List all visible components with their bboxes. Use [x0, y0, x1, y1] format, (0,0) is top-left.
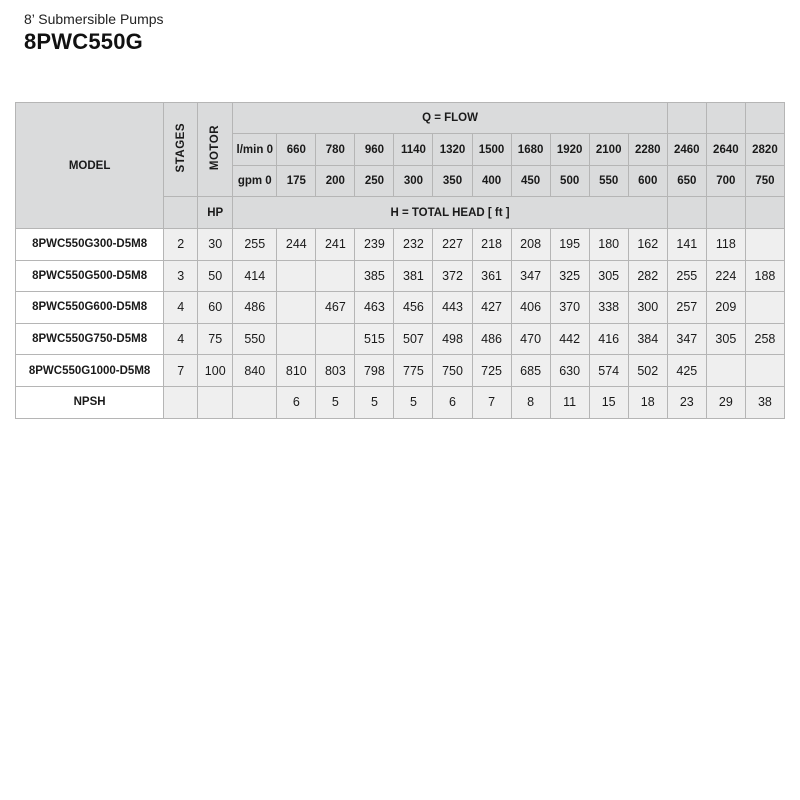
table-row [16, 355, 785, 387]
table-body [16, 229, 785, 419]
head-value-cell: 725 [472, 355, 511, 387]
stages-cell: 7 [164, 355, 198, 387]
gpm-label: gpm 0 [233, 166, 277, 197]
lmin-cell: 2100 [589, 134, 628, 166]
head-value-cell: 775 [394, 355, 433, 387]
gpm-cell: 650 [667, 166, 706, 197]
head-value-cell: 486 [472, 323, 511, 355]
head-value-cell: 502 [628, 355, 667, 387]
hp-cell: 75 [198, 323, 233, 355]
lmin-cell: 1500 [472, 134, 511, 166]
motor-header [198, 103, 233, 197]
head-value-cell: 208 [511, 229, 550, 261]
hp-cell: 100 [198, 355, 233, 387]
model-cell: 8PWC550G1000-D5M8 [16, 355, 164, 387]
stages-unit-cell [164, 197, 198, 229]
lmin-cell: 960 [355, 134, 394, 166]
gpm-cell: 300 [394, 166, 433, 197]
head-value-cell: 467 [316, 292, 355, 324]
gpm-cell: 350 [433, 166, 472, 197]
head-value-cell: 427 [472, 292, 511, 324]
head-value-cell: 338 [589, 292, 628, 324]
lmin-label: l/min 0 [233, 134, 277, 166]
model-cell: 8PWC550G300-D5M8 [16, 229, 164, 261]
motor-label: MOTOR [209, 125, 222, 171]
head-value-cell: 685 [511, 355, 550, 387]
head-value-cell: 574 [589, 355, 628, 387]
gpm-cell: 600 [628, 166, 667, 197]
flow-header-ext [667, 103, 706, 134]
head-value-cell: 18 [628, 386, 667, 418]
lmin-cell: 2280 [628, 134, 667, 166]
hp-header: HP [198, 197, 233, 229]
gpm-cell: 450 [511, 166, 550, 197]
lmin-cell: 1140 [394, 134, 433, 166]
head-value-cell: 486 [233, 292, 277, 324]
hp-cell: 50 [198, 260, 233, 292]
page-title: 8PWC550G [24, 29, 143, 54]
model-cell: 8PWC550G500-D5M8 [16, 260, 164, 292]
head-value-cell: 416 [589, 323, 628, 355]
head-value-cell: 244 [277, 229, 316, 261]
head-value-cell: 456 [394, 292, 433, 324]
head-value-cell: 258 [745, 323, 784, 355]
head-value-cell: 442 [550, 323, 589, 355]
head-value-cell: 241 [316, 229, 355, 261]
head-value-cell: 5 [316, 386, 355, 418]
head-value-cell: 195 [550, 229, 589, 261]
head-value-cell: 257 [667, 292, 706, 324]
stages-cell: 2 [164, 229, 198, 261]
head-value-cell: 550 [233, 323, 277, 355]
head-value-cell: 810 [277, 355, 316, 387]
head-value-cell: 463 [355, 292, 394, 324]
head-value-cell: 347 [511, 260, 550, 292]
head-value-cell: 224 [706, 260, 745, 292]
stages-cell: 4 [164, 292, 198, 324]
head-value-cell: 5 [394, 386, 433, 418]
head-value-cell: 470 [511, 323, 550, 355]
head-value-cell [277, 292, 316, 324]
gpm-cell: 550 [589, 166, 628, 197]
head-value-cell: 29 [706, 386, 745, 418]
flow-header-ext [706, 103, 745, 134]
head-value-cell: 239 [355, 229, 394, 261]
head-value-cell: 15 [589, 386, 628, 418]
head-header-ext [667, 197, 706, 229]
head-value-cell: 38 [745, 386, 784, 418]
gpm-cell: 750 [745, 166, 784, 197]
head-value-cell: 305 [589, 260, 628, 292]
head-value-cell: 8 [511, 386, 550, 418]
head-value-cell: 300 [628, 292, 667, 324]
lmin-cell: 2640 [706, 134, 745, 166]
model-cell: 8PWC550G750-D5M8 [16, 323, 164, 355]
head-value-cell [233, 386, 277, 418]
head-value-cell [745, 355, 784, 387]
table-row [16, 260, 785, 292]
lmin-cell: 1320 [433, 134, 472, 166]
stages-label: STAGES [174, 123, 187, 173]
head-value-cell [745, 292, 784, 324]
head-value-cell: 425 [667, 355, 706, 387]
head-value-cell: 630 [550, 355, 589, 387]
head-value-cell: 11 [550, 386, 589, 418]
table-row [16, 386, 785, 418]
gpm-cell: 175 [277, 166, 316, 197]
lmin-cell: 1680 [511, 134, 550, 166]
head-value-cell: 515 [355, 323, 394, 355]
head-value-cell: 209 [706, 292, 745, 324]
lmin-cell: 660 [277, 134, 316, 166]
head-value-cell: 507 [394, 323, 433, 355]
head-value-cell: 23 [667, 386, 706, 418]
head-value-cell: 6 [277, 386, 316, 418]
head-value-cell: 840 [233, 355, 277, 387]
head-value-cell: 372 [433, 260, 472, 292]
head-header-ext [706, 197, 745, 229]
head-value-cell: 498 [433, 323, 472, 355]
head-value-cell: 305 [706, 323, 745, 355]
head-value-cell: 255 [233, 229, 277, 261]
head-value-cell: 188 [745, 260, 784, 292]
head-value-cell: 384 [628, 323, 667, 355]
stages-header [164, 103, 198, 197]
hp-cell: 60 [198, 292, 233, 324]
head-value-cell: 227 [433, 229, 472, 261]
table-row [16, 292, 785, 324]
gpm-cell: 400 [472, 166, 511, 197]
head-value-cell [316, 260, 355, 292]
head-value-cell: 232 [394, 229, 433, 261]
head-value-cell: 443 [433, 292, 472, 324]
head-value-cell [277, 323, 316, 355]
page-subtitle: 8’ Submersible Pumps [24, 11, 164, 27]
head-value-cell: 218 [472, 229, 511, 261]
head-value-cell: 798 [355, 355, 394, 387]
gpm-cell: 700 [706, 166, 745, 197]
gpm-cell: 500 [550, 166, 589, 197]
head-value-cell: 141 [667, 229, 706, 261]
head-value-cell [316, 323, 355, 355]
head-value-cell: 414 [233, 260, 277, 292]
lmin-cell: 780 [316, 134, 355, 166]
head-value-cell: 750 [433, 355, 472, 387]
head-value-cell: 325 [550, 260, 589, 292]
lmin-cell: 2460 [667, 134, 706, 166]
hp-cell [198, 386, 233, 418]
head-value-cell: 370 [550, 292, 589, 324]
head-value-cell: 381 [394, 260, 433, 292]
gpm-cell: 250 [355, 166, 394, 197]
head-value-cell: 361 [472, 260, 511, 292]
performance-table [15, 102, 785, 419]
stages-cell: 3 [164, 260, 198, 292]
head-value-cell: 406 [511, 292, 550, 324]
model-header: MODEL [16, 103, 164, 229]
head-value-cell [745, 229, 784, 261]
head-value-cell: 162 [628, 229, 667, 261]
head-value-cell [277, 260, 316, 292]
model-cell: 8PWC550G600-D5M8 [16, 292, 164, 324]
stages-cell [164, 386, 198, 418]
head-value-cell: 803 [316, 355, 355, 387]
head-value-cell: 7 [472, 386, 511, 418]
head-value-cell: 5 [355, 386, 394, 418]
stages-cell: 4 [164, 323, 198, 355]
flow-header-ext [745, 103, 784, 134]
hp-cell: 30 [198, 229, 233, 261]
table-row [16, 229, 785, 261]
head-value-cell: 385 [355, 260, 394, 292]
head-value-cell [706, 355, 745, 387]
head-value-cell: 118 [706, 229, 745, 261]
lmin-cell: 2820 [745, 134, 784, 166]
head-header-ext [745, 197, 784, 229]
lmin-cell: 1920 [550, 134, 589, 166]
head-value-cell: 180 [589, 229, 628, 261]
head-value-cell: 255 [667, 260, 706, 292]
flow-header: Q = FLOW [233, 103, 668, 134]
head-header: H = TOTAL HEAD [ ft ] [233, 197, 668, 229]
head-value-cell: 282 [628, 260, 667, 292]
gpm-cell: 200 [316, 166, 355, 197]
head-value-cell: 347 [667, 323, 706, 355]
head-value-cell: 6 [433, 386, 472, 418]
model-cell: NPSH [16, 386, 164, 418]
table-row [16, 323, 785, 355]
